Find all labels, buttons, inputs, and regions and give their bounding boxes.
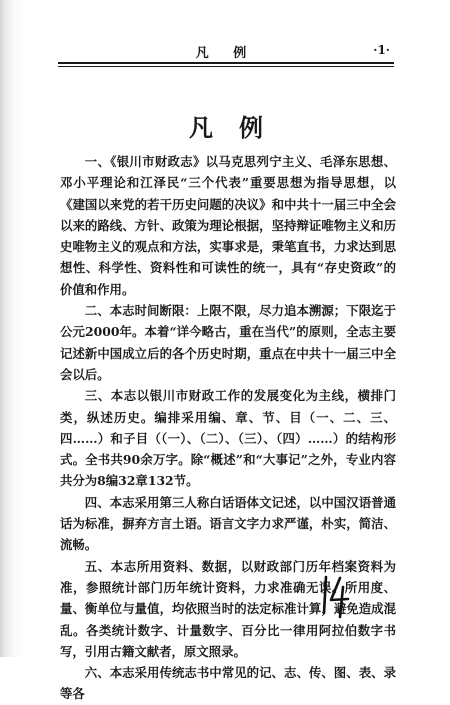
body-text bbox=[60, 151, 396, 705]
header-rule-thin bbox=[58, 66, 394, 67]
paragraph-2: 二、本志时间断限：上限不限，尽力追本溯源；下限迄于公元2000年。本着“详今略古，重在当代”的原则，全志主要记述新中国成立后的各个历史时期，重点在中共十一届三中全会以后。 bbox=[60, 303, 396, 382]
running-header-title: 凡 例 bbox=[195, 46, 257, 61]
running-header bbox=[58, 40, 394, 60]
folio-page-number: ·1· bbox=[373, 43, 390, 57]
scan-shadow-edge bbox=[0, 0, 26, 657]
paragraph-1: 一、《银川市财政志》以马克思列宁主义、毛泽东思想、邓小平理论和江泽民“三个代表”重要思想为指导思想，以《建国以来党的若干历史问题的决议》和中共十一届三中全会以来的路线、方针、政策为理论根据，坚持辩证唯物主义和历史唯物主义的观点和方法，实事求是，秉笔直书，力求达到思想性、科学性、资料性和可读性的统一，具有“存史资政”的价值和作用。 bbox=[60, 154, 396, 297]
chapter-title: 凡例 bbox=[189, 113, 289, 142]
paragraph-4: 四、本志采用第三人称白话语体文记述，以中国汉语普通话为标准，摒弃方言土语。语言文字力求严谨，朴实，简洁、流畅。 bbox=[60, 494, 396, 553]
paragraph-5: 五、本志所用资料、数据，以财政部门历年档案资料为准，参照统计部门历年统计资料，力求准确无误。所用度、量、衡单位与量值，均依照当时的法定标准计算，避免造成混乱。各类统计数字、计量数字、百分比一律用阿拉伯数字书写，引用古籍文献者，原文照录。 bbox=[60, 558, 396, 659]
paragraph-6: 六、本志采用传统志书中常见的记、志、传、图、表、录等各 bbox=[60, 665, 396, 702]
paragraph-3: 三、本志以银川市财政工作的发展变化为主线，横排门类，纵述历史。编排采用编、章、节、目（一、二、三、四……）和子目（（一）、（二）、（三）、（四）……）的结构形式。全书共90余万字。除“概述”和“大事记”之外，专业内容共分为8编32章132节。 bbox=[60, 388, 396, 489]
handwritten-page-mark bbox=[318, 573, 352, 619]
header-rule bbox=[58, 62, 394, 64]
